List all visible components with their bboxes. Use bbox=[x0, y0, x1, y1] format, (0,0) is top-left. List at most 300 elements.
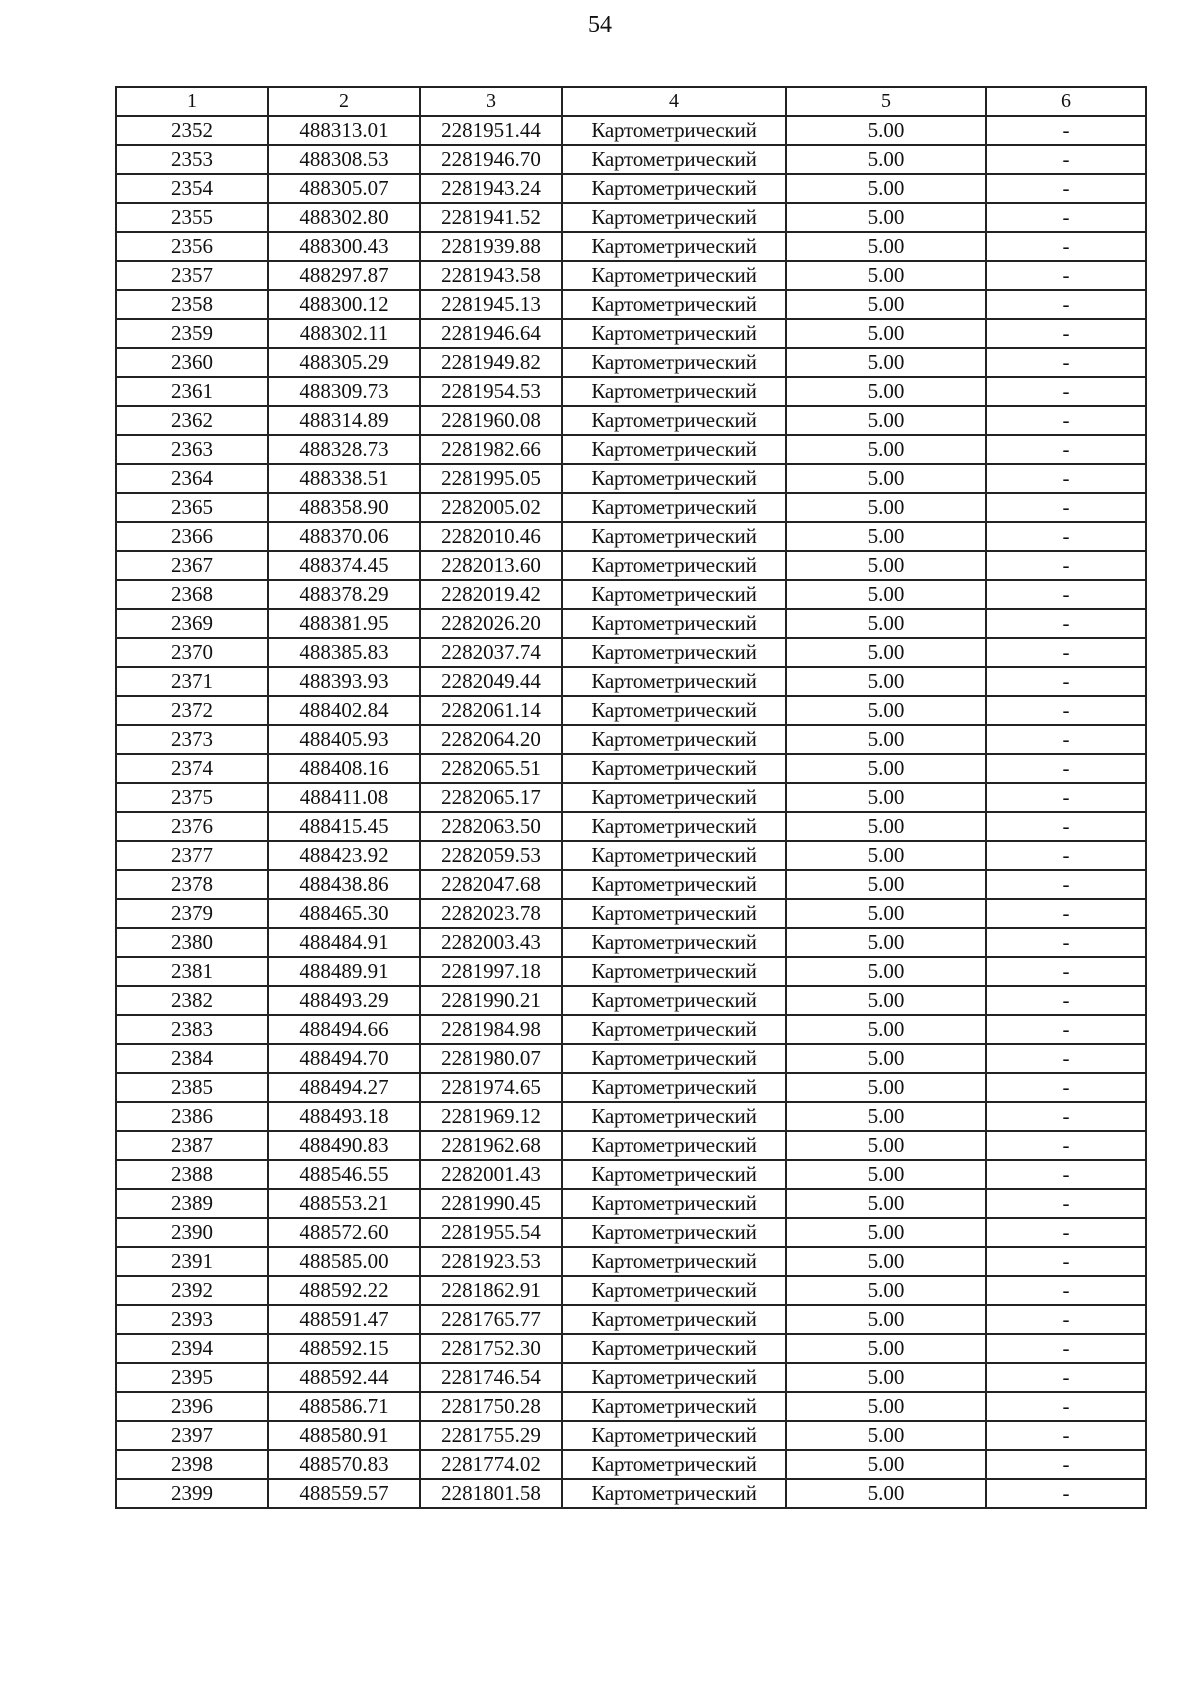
coordinates-table bbox=[115, 86, 1147, 1509]
accuracy-cell: 5.00 bbox=[786, 1218, 986, 1247]
accuracy-cell: 5.00 bbox=[786, 1160, 986, 1189]
accuracy-cell: 5.00 bbox=[786, 406, 986, 435]
point-number-cell: 2378 bbox=[116, 870, 268, 899]
y-coordinate-cell: 2282064.20 bbox=[420, 725, 562, 754]
x-coordinate-cell: 488592.22 bbox=[268, 1276, 420, 1305]
note-cell: - bbox=[986, 899, 1146, 928]
y-coordinate-cell: 2281990.45 bbox=[420, 1189, 562, 1218]
x-coordinate-cell: 488586.71 bbox=[268, 1392, 420, 1421]
accuracy-cell: 5.00 bbox=[786, 435, 986, 464]
accuracy-cell: 5.00 bbox=[786, 174, 986, 203]
table-row bbox=[116, 290, 1146, 319]
note-cell: - bbox=[986, 667, 1146, 696]
table-row bbox=[116, 1276, 1146, 1305]
y-coordinate-cell: 2281941.52 bbox=[420, 203, 562, 232]
accuracy-cell: 5.00 bbox=[786, 1131, 986, 1160]
x-coordinate-cell: 488302.11 bbox=[268, 319, 420, 348]
x-coordinate-cell: 488393.93 bbox=[268, 667, 420, 696]
y-coordinate-cell: 2281755.29 bbox=[420, 1421, 562, 1450]
point-number-cell: 2359 bbox=[116, 319, 268, 348]
table-row bbox=[116, 870, 1146, 899]
y-coordinate-cell: 2281862.91 bbox=[420, 1276, 562, 1305]
x-coordinate-cell: 488553.21 bbox=[268, 1189, 420, 1218]
table-row bbox=[116, 1044, 1146, 1073]
column-header-3: 3 bbox=[420, 87, 562, 116]
table-row bbox=[116, 1073, 1146, 1102]
point-number-cell: 2377 bbox=[116, 841, 268, 870]
point-number-cell: 2399 bbox=[116, 1479, 268, 1508]
accuracy-cell: 5.00 bbox=[786, 1276, 986, 1305]
point-number-cell: 2371 bbox=[116, 667, 268, 696]
point-number-cell: 2375 bbox=[116, 783, 268, 812]
accuracy-cell: 5.00 bbox=[786, 522, 986, 551]
method-cell: Картометрический bbox=[562, 464, 786, 493]
y-coordinate-cell: 2282063.50 bbox=[420, 812, 562, 841]
point-number-cell: 2352 bbox=[116, 116, 268, 145]
accuracy-cell: 5.00 bbox=[786, 1015, 986, 1044]
method-cell: Картометрический bbox=[562, 609, 786, 638]
note-cell: - bbox=[986, 1044, 1146, 1073]
table-row bbox=[116, 522, 1146, 551]
table-row bbox=[116, 1189, 1146, 1218]
x-coordinate-cell: 488592.15 bbox=[268, 1334, 420, 1363]
method-cell: Картометрический bbox=[562, 551, 786, 580]
y-coordinate-cell: 2281951.44 bbox=[420, 116, 562, 145]
y-coordinate-cell: 2281801.58 bbox=[420, 1479, 562, 1508]
note-cell: - bbox=[986, 406, 1146, 435]
note-cell: - bbox=[986, 580, 1146, 609]
note-cell: - bbox=[986, 696, 1146, 725]
accuracy-cell: 5.00 bbox=[786, 145, 986, 174]
accuracy-cell: 5.00 bbox=[786, 1421, 986, 1450]
point-number-cell: 2361 bbox=[116, 377, 268, 406]
y-coordinate-cell: 2281990.21 bbox=[420, 986, 562, 1015]
point-number-cell: 2384 bbox=[116, 1044, 268, 1073]
y-coordinate-cell: 2282037.74 bbox=[420, 638, 562, 667]
table-row bbox=[116, 609, 1146, 638]
y-coordinate-cell: 2281949.82 bbox=[420, 348, 562, 377]
table-row bbox=[116, 580, 1146, 609]
accuracy-cell: 5.00 bbox=[786, 1102, 986, 1131]
method-cell: Картометрический bbox=[562, 812, 786, 841]
table-row bbox=[116, 1247, 1146, 1276]
table-row bbox=[116, 348, 1146, 377]
x-coordinate-cell: 488338.51 bbox=[268, 464, 420, 493]
y-coordinate-cell: 2281752.30 bbox=[420, 1334, 562, 1363]
y-coordinate-cell: 2282003.43 bbox=[420, 928, 562, 957]
accuracy-cell: 5.00 bbox=[786, 551, 986, 580]
x-coordinate-cell: 488591.47 bbox=[268, 1305, 420, 1334]
table-row bbox=[116, 1160, 1146, 1189]
y-coordinate-cell: 2281962.68 bbox=[420, 1131, 562, 1160]
x-coordinate-cell: 488402.84 bbox=[268, 696, 420, 725]
column-header-4: 4 bbox=[562, 87, 786, 116]
y-coordinate-cell: 2282049.44 bbox=[420, 667, 562, 696]
x-coordinate-cell: 488381.95 bbox=[268, 609, 420, 638]
x-coordinate-cell: 488358.90 bbox=[268, 493, 420, 522]
method-cell: Картометрический bbox=[562, 1073, 786, 1102]
note-cell: - bbox=[986, 638, 1146, 667]
note-cell: - bbox=[986, 522, 1146, 551]
method-cell: Картометрический bbox=[562, 1189, 786, 1218]
y-coordinate-cell: 2282059.53 bbox=[420, 841, 562, 870]
note-cell: - bbox=[986, 203, 1146, 232]
y-coordinate-cell: 2281945.13 bbox=[420, 290, 562, 319]
table-body bbox=[116, 116, 1146, 1508]
note-cell: - bbox=[986, 116, 1146, 145]
point-number-cell: 2362 bbox=[116, 406, 268, 435]
method-cell: Картометрический bbox=[562, 754, 786, 783]
table-row bbox=[116, 1218, 1146, 1247]
method-cell: Картометрический bbox=[562, 1102, 786, 1131]
table-row bbox=[116, 1305, 1146, 1334]
accuracy-cell: 5.00 bbox=[786, 609, 986, 638]
x-coordinate-cell: 488438.86 bbox=[268, 870, 420, 899]
x-coordinate-cell: 488570.83 bbox=[268, 1450, 420, 1479]
accuracy-cell: 5.00 bbox=[786, 1450, 986, 1479]
point-number-cell: 2363 bbox=[116, 435, 268, 464]
table-row bbox=[116, 1015, 1146, 1044]
table-header-row bbox=[116, 87, 1146, 116]
accuracy-cell: 5.00 bbox=[786, 1073, 986, 1102]
note-cell: - bbox=[986, 841, 1146, 870]
method-cell: Картометрический bbox=[562, 203, 786, 232]
method-cell: Картометрический bbox=[562, 1276, 786, 1305]
note-cell: - bbox=[986, 1363, 1146, 1392]
method-cell: Картометрический bbox=[562, 1015, 786, 1044]
method-cell: Картометрический bbox=[562, 1421, 786, 1450]
method-cell: Картометрический bbox=[562, 522, 786, 551]
y-coordinate-cell: 2281946.64 bbox=[420, 319, 562, 348]
point-number-cell: 2397 bbox=[116, 1421, 268, 1450]
point-number-cell: 2381 bbox=[116, 957, 268, 986]
x-coordinate-cell: 488415.45 bbox=[268, 812, 420, 841]
x-coordinate-cell: 488314.89 bbox=[268, 406, 420, 435]
x-coordinate-cell: 488494.27 bbox=[268, 1073, 420, 1102]
method-cell: Картометрический bbox=[562, 667, 786, 696]
note-cell: - bbox=[986, 464, 1146, 493]
table-row bbox=[116, 783, 1146, 812]
x-coordinate-cell: 488411.08 bbox=[268, 783, 420, 812]
x-coordinate-cell: 488308.53 bbox=[268, 145, 420, 174]
method-cell: Картометрический bbox=[562, 1334, 786, 1363]
note-cell: - bbox=[986, 1450, 1146, 1479]
accuracy-cell: 5.00 bbox=[786, 377, 986, 406]
point-number-cell: 2355 bbox=[116, 203, 268, 232]
point-number-cell: 2393 bbox=[116, 1305, 268, 1334]
point-number-cell: 2366 bbox=[116, 522, 268, 551]
accuracy-cell: 5.00 bbox=[786, 1044, 986, 1073]
y-coordinate-cell: 2282065.51 bbox=[420, 754, 562, 783]
point-number-cell: 2398 bbox=[116, 1450, 268, 1479]
y-coordinate-cell: 2282010.46 bbox=[420, 522, 562, 551]
accuracy-cell: 5.00 bbox=[786, 928, 986, 957]
x-coordinate-cell: 488423.92 bbox=[268, 841, 420, 870]
point-number-cell: 2390 bbox=[116, 1218, 268, 1247]
accuracy-cell: 5.00 bbox=[786, 899, 986, 928]
accuracy-cell: 5.00 bbox=[786, 203, 986, 232]
y-coordinate-cell: 2281923.53 bbox=[420, 1247, 562, 1276]
table-row bbox=[116, 725, 1146, 754]
note-cell: - bbox=[986, 1160, 1146, 1189]
accuracy-cell: 5.00 bbox=[786, 841, 986, 870]
point-number-cell: 2388 bbox=[116, 1160, 268, 1189]
note-cell: - bbox=[986, 493, 1146, 522]
point-number-cell: 2391 bbox=[116, 1247, 268, 1276]
y-coordinate-cell: 2281974.65 bbox=[420, 1073, 562, 1102]
note-cell: - bbox=[986, 1218, 1146, 1247]
table-row bbox=[116, 174, 1146, 203]
accuracy-cell: 5.00 bbox=[786, 812, 986, 841]
y-coordinate-cell: 2281969.12 bbox=[420, 1102, 562, 1131]
method-cell: Картометрический bbox=[562, 493, 786, 522]
accuracy-cell: 5.00 bbox=[786, 1247, 986, 1276]
y-coordinate-cell: 2282026.20 bbox=[420, 609, 562, 638]
method-cell: Картометрический bbox=[562, 1392, 786, 1421]
point-number-cell: 2394 bbox=[116, 1334, 268, 1363]
point-number-cell: 2374 bbox=[116, 754, 268, 783]
y-coordinate-cell: 2281746.54 bbox=[420, 1363, 562, 1392]
note-cell: - bbox=[986, 174, 1146, 203]
y-coordinate-cell: 2281774.02 bbox=[420, 1450, 562, 1479]
point-number-cell: 2395 bbox=[116, 1363, 268, 1392]
accuracy-cell: 5.00 bbox=[786, 319, 986, 348]
table-row bbox=[116, 145, 1146, 174]
y-coordinate-cell: 2282001.43 bbox=[420, 1160, 562, 1189]
table-row bbox=[116, 1479, 1146, 1508]
table-row bbox=[116, 667, 1146, 696]
table-row bbox=[116, 406, 1146, 435]
method-cell: Картометрический bbox=[562, 841, 786, 870]
method-cell: Картометрический bbox=[562, 638, 786, 667]
accuracy-cell: 5.00 bbox=[786, 464, 986, 493]
point-number-cell: 2367 bbox=[116, 551, 268, 580]
x-coordinate-cell: 488592.44 bbox=[268, 1363, 420, 1392]
x-coordinate-cell: 488297.87 bbox=[268, 261, 420, 290]
table-row bbox=[116, 957, 1146, 986]
x-coordinate-cell: 488313.01 bbox=[268, 116, 420, 145]
method-cell: Картометрический bbox=[562, 1218, 786, 1247]
accuracy-cell: 5.00 bbox=[786, 696, 986, 725]
table-row bbox=[116, 899, 1146, 928]
y-coordinate-cell: 2281995.05 bbox=[420, 464, 562, 493]
note-cell: - bbox=[986, 435, 1146, 464]
method-cell: Картометрический bbox=[562, 290, 786, 319]
note-cell: - bbox=[986, 754, 1146, 783]
method-cell: Картометрический bbox=[562, 261, 786, 290]
table-row bbox=[116, 435, 1146, 464]
y-coordinate-cell: 2282047.68 bbox=[420, 870, 562, 899]
method-cell: Картометрический bbox=[562, 986, 786, 1015]
y-coordinate-cell: 2282065.17 bbox=[420, 783, 562, 812]
table-row bbox=[116, 986, 1146, 1015]
table-row bbox=[116, 638, 1146, 667]
accuracy-cell: 5.00 bbox=[786, 116, 986, 145]
x-coordinate-cell: 488490.83 bbox=[268, 1131, 420, 1160]
note-cell: - bbox=[986, 928, 1146, 957]
accuracy-cell: 5.00 bbox=[786, 1363, 986, 1392]
x-coordinate-cell: 488408.16 bbox=[268, 754, 420, 783]
point-number-cell: 2368 bbox=[116, 580, 268, 609]
point-number-cell: 2383 bbox=[116, 1015, 268, 1044]
method-cell: Картометрический bbox=[562, 116, 786, 145]
coordinates-table-container bbox=[115, 86, 1145, 1509]
note-cell: - bbox=[986, 1131, 1146, 1160]
method-cell: Картометрический bbox=[562, 145, 786, 174]
note-cell: - bbox=[986, 870, 1146, 899]
note-cell: - bbox=[986, 261, 1146, 290]
table-row bbox=[116, 1334, 1146, 1363]
x-coordinate-cell: 488494.66 bbox=[268, 1015, 420, 1044]
method-cell: Картометрический bbox=[562, 319, 786, 348]
method-cell: Картометрический bbox=[562, 1044, 786, 1073]
note-cell: - bbox=[986, 1189, 1146, 1218]
accuracy-cell: 5.00 bbox=[786, 957, 986, 986]
point-number-cell: 2387 bbox=[116, 1131, 268, 1160]
note-cell: - bbox=[986, 551, 1146, 580]
point-number-cell: 2382 bbox=[116, 986, 268, 1015]
x-coordinate-cell: 488493.29 bbox=[268, 986, 420, 1015]
note-cell: - bbox=[986, 377, 1146, 406]
column-header-6: 6 bbox=[986, 87, 1146, 116]
point-number-cell: 2356 bbox=[116, 232, 268, 261]
point-number-cell: 2380 bbox=[116, 928, 268, 957]
y-coordinate-cell: 2281946.70 bbox=[420, 145, 562, 174]
note-cell: - bbox=[986, 1015, 1146, 1044]
table-row bbox=[116, 928, 1146, 957]
accuracy-cell: 5.00 bbox=[786, 290, 986, 319]
y-coordinate-cell: 2281955.54 bbox=[420, 1218, 562, 1247]
method-cell: Картометрический bbox=[562, 928, 786, 957]
note-cell: - bbox=[986, 1102, 1146, 1131]
note-cell: - bbox=[986, 319, 1146, 348]
point-number-cell: 2379 bbox=[116, 899, 268, 928]
method-cell: Картометрический bbox=[562, 1479, 786, 1508]
x-coordinate-cell: 488302.80 bbox=[268, 203, 420, 232]
method-cell: Картометрический bbox=[562, 174, 786, 203]
table-row bbox=[116, 1421, 1146, 1450]
note-cell: - bbox=[986, 1479, 1146, 1508]
table-row bbox=[116, 696, 1146, 725]
table-row bbox=[116, 754, 1146, 783]
point-number-cell: 2385 bbox=[116, 1073, 268, 1102]
method-cell: Картометрический bbox=[562, 957, 786, 986]
x-coordinate-cell: 488328.73 bbox=[268, 435, 420, 464]
table-row bbox=[116, 841, 1146, 870]
point-number-cell: 2354 bbox=[116, 174, 268, 203]
point-number-cell: 2389 bbox=[116, 1189, 268, 1218]
note-cell: - bbox=[986, 957, 1146, 986]
accuracy-cell: 5.00 bbox=[786, 725, 986, 754]
point-number-cell: 2372 bbox=[116, 696, 268, 725]
x-coordinate-cell: 488300.12 bbox=[268, 290, 420, 319]
point-number-cell: 2364 bbox=[116, 464, 268, 493]
note-cell: - bbox=[986, 1276, 1146, 1305]
note-cell: - bbox=[986, 145, 1146, 174]
point-number-cell: 2365 bbox=[116, 493, 268, 522]
point-number-cell: 2373 bbox=[116, 725, 268, 754]
accuracy-cell: 5.00 bbox=[786, 638, 986, 667]
note-cell: - bbox=[986, 1392, 1146, 1421]
table-row bbox=[116, 812, 1146, 841]
x-coordinate-cell: 488484.91 bbox=[268, 928, 420, 957]
note-cell: - bbox=[986, 812, 1146, 841]
note-cell: - bbox=[986, 1305, 1146, 1334]
method-cell: Картометрический bbox=[562, 435, 786, 464]
x-coordinate-cell: 488405.93 bbox=[268, 725, 420, 754]
x-coordinate-cell: 488300.43 bbox=[268, 232, 420, 261]
table-row bbox=[116, 464, 1146, 493]
point-number-cell: 2369 bbox=[116, 609, 268, 638]
note-cell: - bbox=[986, 783, 1146, 812]
table-row bbox=[116, 232, 1146, 261]
y-coordinate-cell: 2281943.24 bbox=[420, 174, 562, 203]
method-cell: Картометрический bbox=[562, 377, 786, 406]
x-coordinate-cell: 488370.06 bbox=[268, 522, 420, 551]
note-cell: - bbox=[986, 1421, 1146, 1450]
y-coordinate-cell: 2281765.77 bbox=[420, 1305, 562, 1334]
x-coordinate-cell: 488305.29 bbox=[268, 348, 420, 377]
point-number-cell: 2376 bbox=[116, 812, 268, 841]
note-cell: - bbox=[986, 232, 1146, 261]
note-cell: - bbox=[986, 1073, 1146, 1102]
accuracy-cell: 5.00 bbox=[786, 232, 986, 261]
column-header-1: 1 bbox=[116, 87, 268, 116]
method-cell: Картометрический bbox=[562, 870, 786, 899]
table-row bbox=[116, 1363, 1146, 1392]
table-row bbox=[116, 319, 1146, 348]
accuracy-cell: 5.00 bbox=[786, 493, 986, 522]
accuracy-cell: 5.00 bbox=[786, 348, 986, 377]
y-coordinate-cell: 2282061.14 bbox=[420, 696, 562, 725]
table-row bbox=[116, 493, 1146, 522]
point-number-cell: 2386 bbox=[116, 1102, 268, 1131]
method-cell: Картометрический bbox=[562, 1450, 786, 1479]
note-cell: - bbox=[986, 1334, 1146, 1363]
accuracy-cell: 5.00 bbox=[786, 580, 986, 609]
x-coordinate-cell: 488580.91 bbox=[268, 1421, 420, 1450]
accuracy-cell: 5.00 bbox=[786, 1334, 986, 1363]
point-number-cell: 2396 bbox=[116, 1392, 268, 1421]
x-coordinate-cell: 488309.73 bbox=[268, 377, 420, 406]
y-coordinate-cell: 2281960.08 bbox=[420, 406, 562, 435]
column-header-5: 5 bbox=[786, 87, 986, 116]
method-cell: Картометрический bbox=[562, 348, 786, 377]
point-number-cell: 2353 bbox=[116, 145, 268, 174]
table-header bbox=[116, 87, 1146, 116]
method-cell: Картометрический bbox=[562, 725, 786, 754]
table-row bbox=[116, 203, 1146, 232]
point-number-cell: 2370 bbox=[116, 638, 268, 667]
method-cell: Картометрический bbox=[562, 1131, 786, 1160]
method-cell: Картометрический bbox=[562, 406, 786, 435]
y-coordinate-cell: 2281750.28 bbox=[420, 1392, 562, 1421]
method-cell: Картометрический bbox=[562, 783, 786, 812]
y-coordinate-cell: 2281954.53 bbox=[420, 377, 562, 406]
x-coordinate-cell: 488546.55 bbox=[268, 1160, 420, 1189]
method-cell: Картометрический bbox=[562, 232, 786, 261]
accuracy-cell: 5.00 bbox=[786, 667, 986, 696]
x-coordinate-cell: 488585.00 bbox=[268, 1247, 420, 1276]
x-coordinate-cell: 488489.91 bbox=[268, 957, 420, 986]
accuracy-cell: 5.00 bbox=[786, 1305, 986, 1334]
accuracy-cell: 5.00 bbox=[786, 783, 986, 812]
x-coordinate-cell: 488378.29 bbox=[268, 580, 420, 609]
y-coordinate-cell: 2282023.78 bbox=[420, 899, 562, 928]
page-number: 54 bbox=[588, 12, 612, 38]
accuracy-cell: 5.00 bbox=[786, 754, 986, 783]
table-row bbox=[116, 116, 1146, 145]
